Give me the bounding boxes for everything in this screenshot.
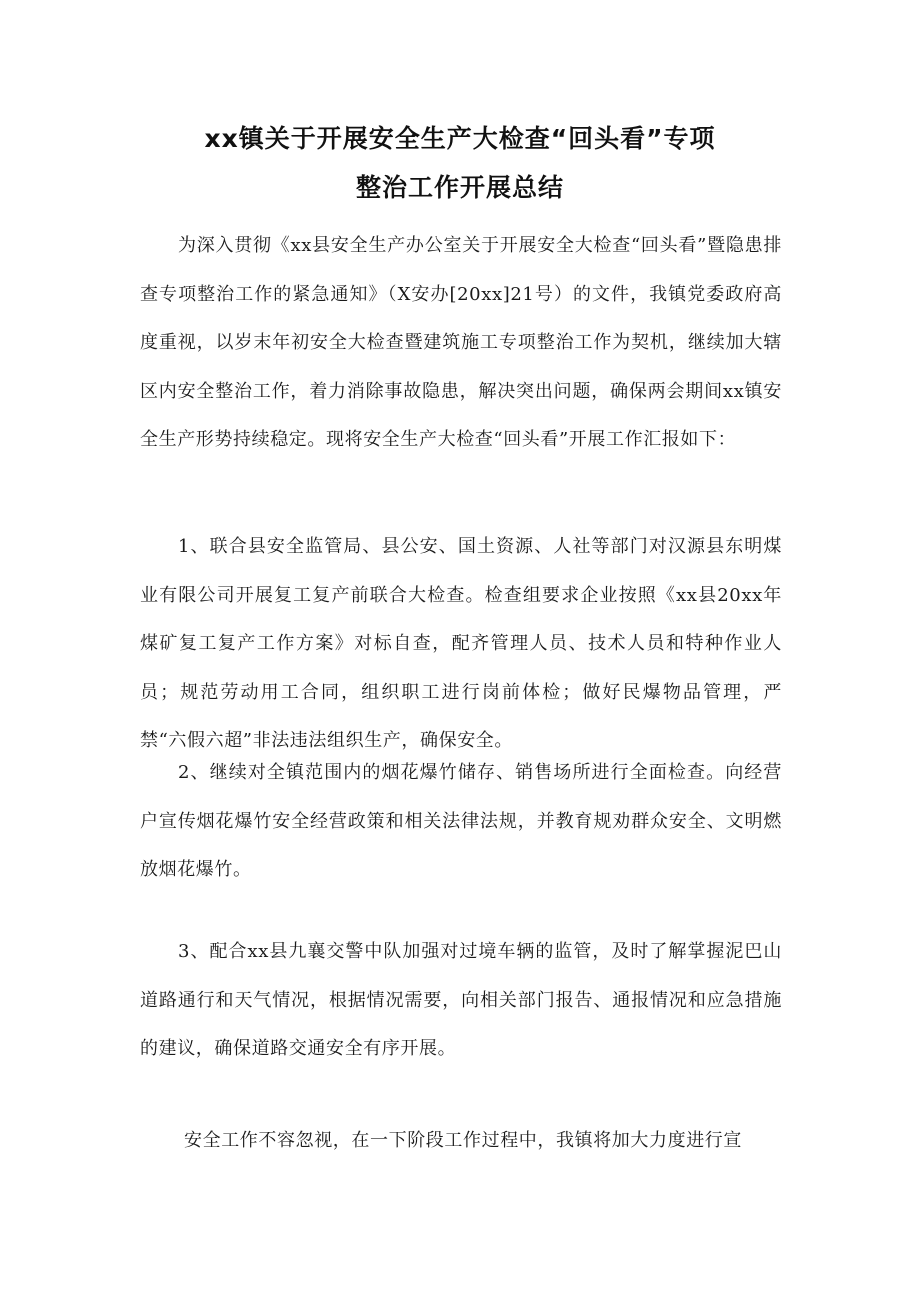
item-2-paragraph: 2、继续对全镇范围内的烟花爆竹储存、销售场所进行全面检查。向经营户宣传烟花爆竹安全经营政策和相关法律法规，并教育规劝群众安全、文明燃放烟花爆竹。 (140, 762, 782, 880)
document-title-line-1: xx镇关于开展安全生产大检查“回头看”专项 (204, 124, 716, 153)
closing-paragraph: 安全工作不容忽视，在一下阶段工作过程中，我镇将加大力度进行宣 (184, 1130, 742, 1151)
item-3-paragraph: 3、配合xx县九襄交警中队加强对过境车辆的监管，及时了解掌握泥巴山道路通行和天气情况，根据情况需要，向相关部门报告、通报情况和应急措施的建议，确保道路交通安全有序开展。 (140, 941, 782, 1059)
intro-paragraph: 为深入贯彻《xx县安全生产办公室关于开展安全大检查“回头看”暨隐患排查专项整治工作的紧急通知》（X安办[20xx]21号）的文件，我镇党委政府高度重视，以岁末年初安全大检查暨建筑施工专项整治工作为契机，继续加大辖区内安全整治工作，着力消除事故隐患，解决突出问题，确保两会期间xx镇安全生产形势持续稳定。现将安全生产大检查“回头看”开展工作汇报如下： (140, 235, 782, 450)
document-title-line-2: 整治工作开展总结 (355, 173, 564, 202)
item-1-paragraph: 1、联合县安全监管局、县公安、国土资源、人社等部门对汉源县东明煤业有限公司开展复工复产前联合大检查。检查组要求企业按照《xx县20xx年煤矿复工复产工作方案》对标自查，配齐管理人员、技术人员和特种作业人员；规范劳动用工合同，组织职工进行岗前体检；做好民爆物品管理，严禁“六假六超”非法违法组织生产，确保安全。 (140, 536, 782, 751)
